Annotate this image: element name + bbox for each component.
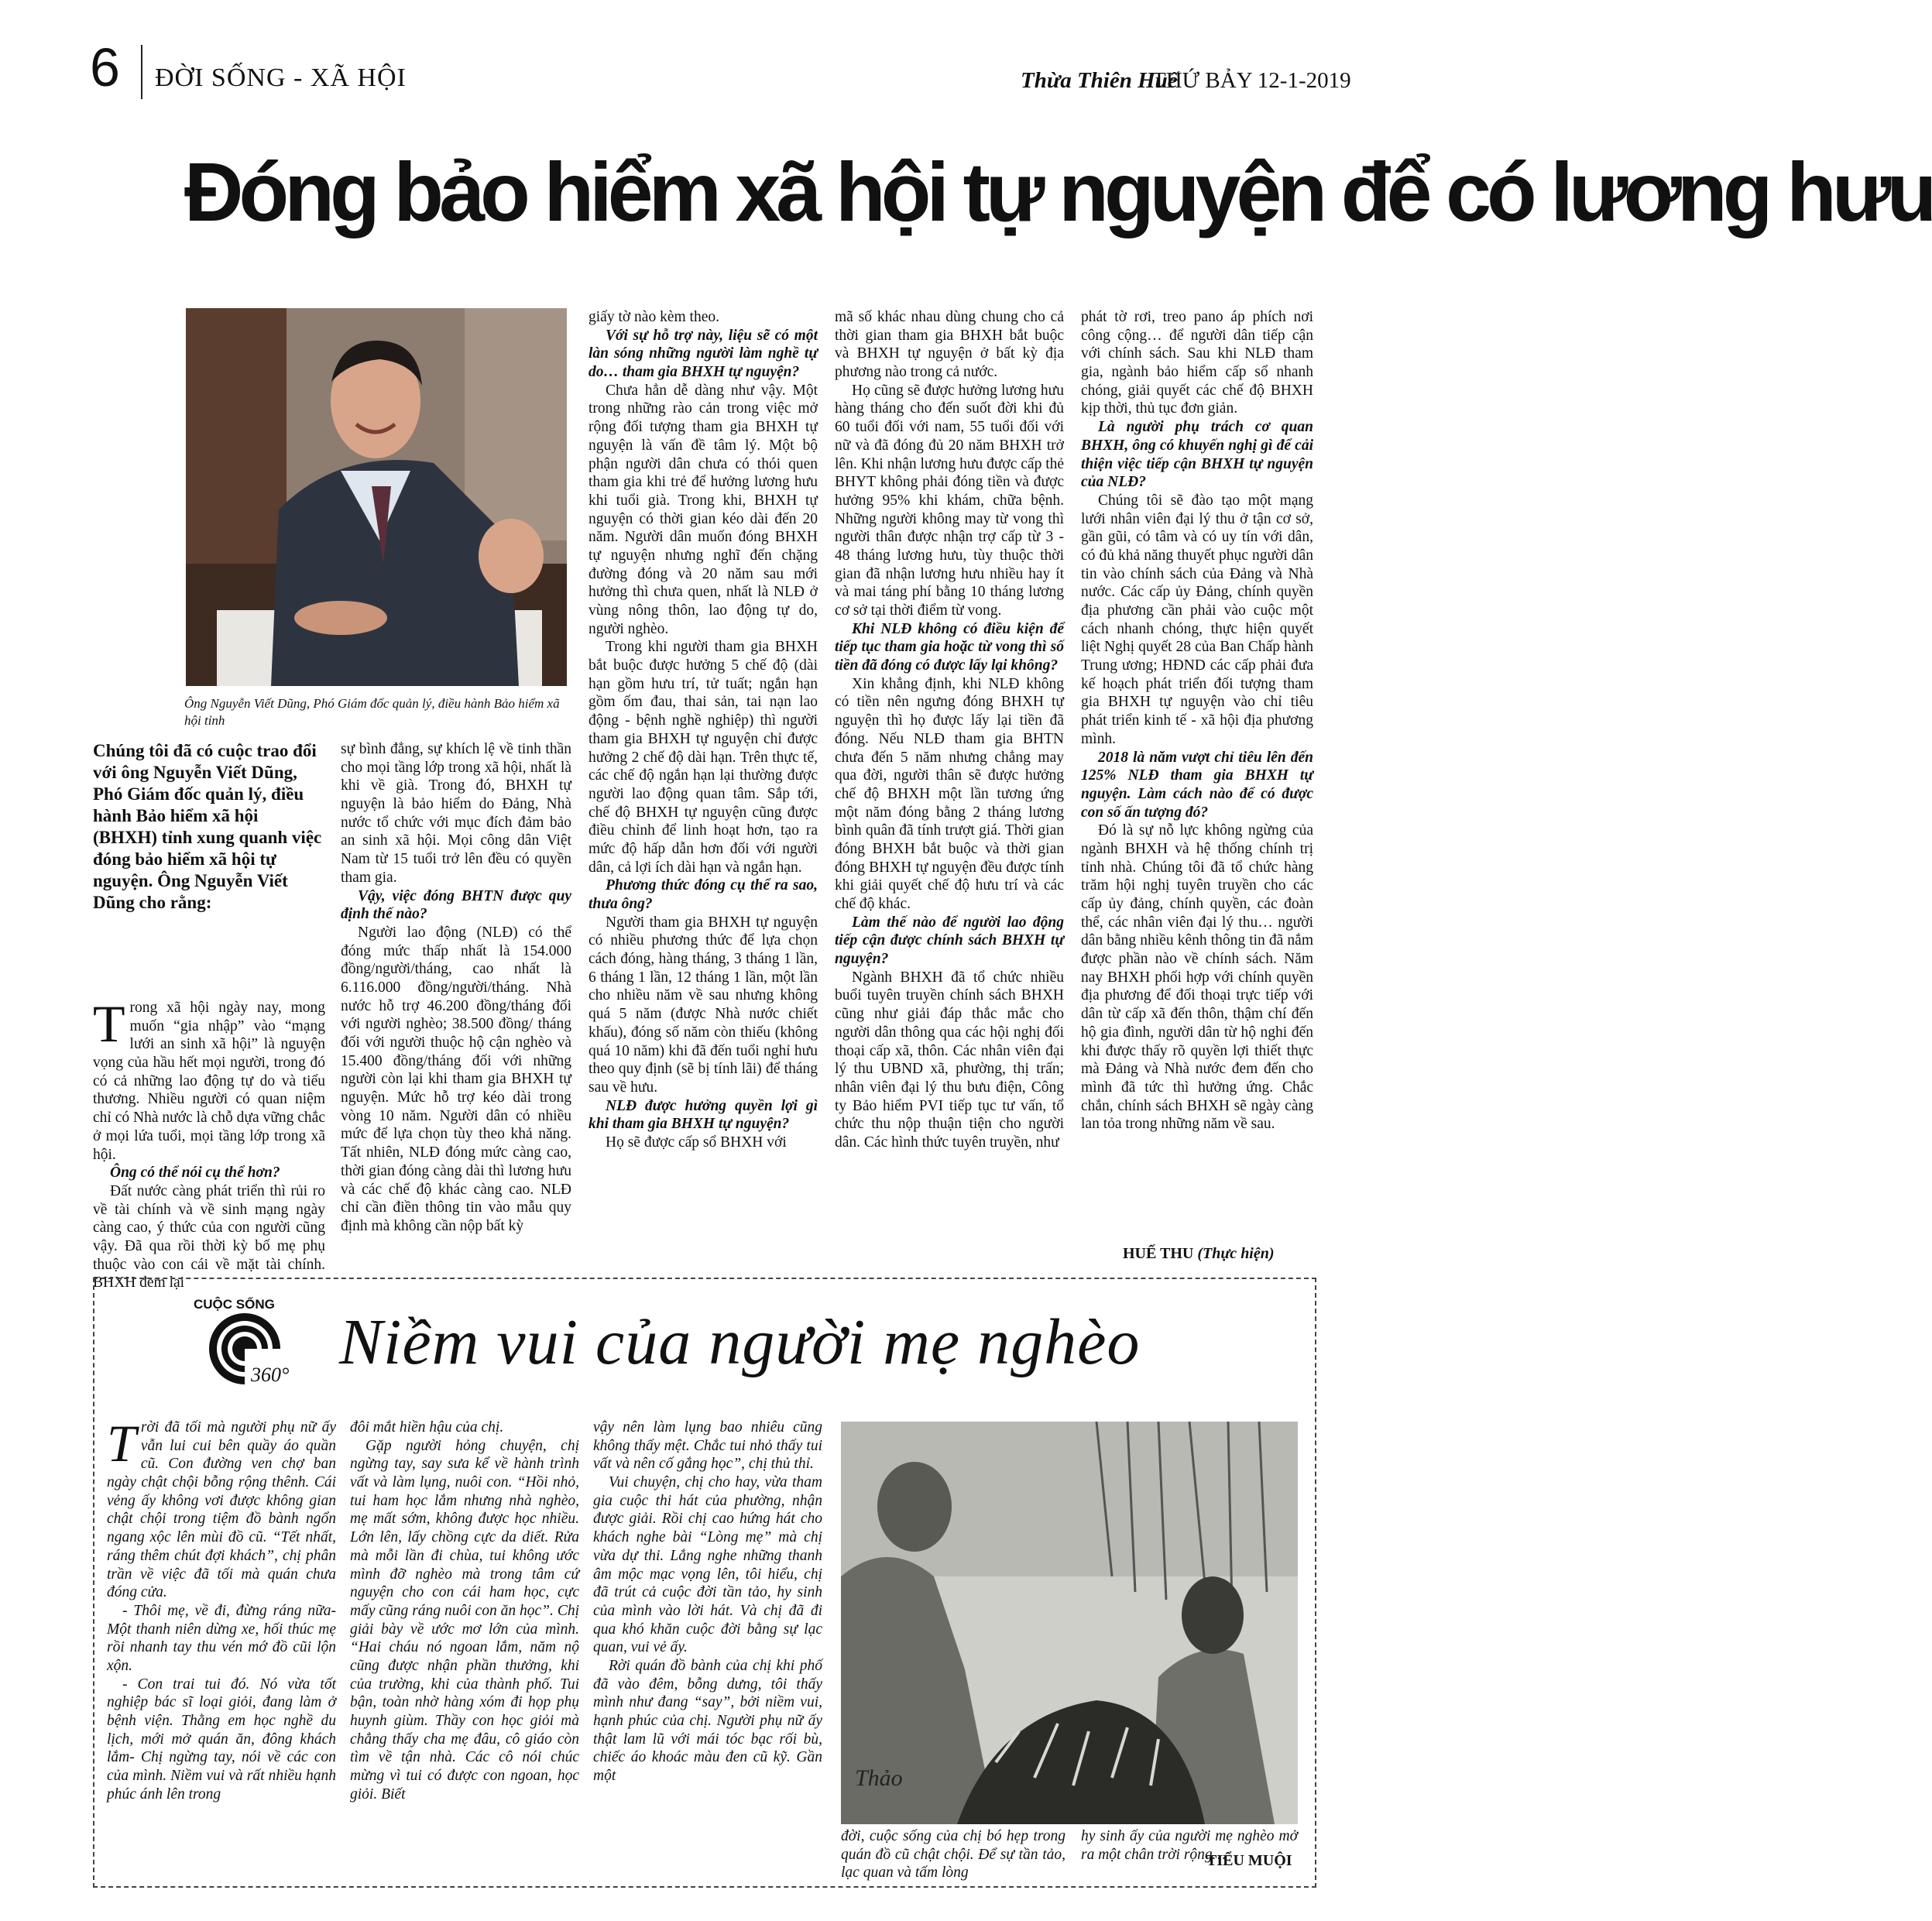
paragraph: Ngành BHXH đã tổ chức nhiều buổi tuyên truyền chính sách BHXH cũng như giải đáp thắc mắc cho người dân thông qua các hội nghị đối thoại cấp xã, thôn. Các nhân viên đại lý thu UBND xã, phường, thị trấn; nhân viên đại lý thu bưu điện, Công ty Bảo hiểm PVI tiếp tục tư vấn, tổ chức thu nộp thuận tiện cho người dân. Các hình thức tuyên truyền, như <box>835 969 1064 1151</box>
article-column-1 <box>93 994 325 1292</box>
logo-number: 360° <box>251 1364 290 1386</box>
paragraph: Họ sẽ được cấp sổ BHXH với <box>606 1134 787 1151</box>
paragraph: hy sinh ấy của người mẹ nghèo mở ra một chân trời rộng… <box>1081 1828 1298 1863</box>
paragraph: Xin khẳng định, khi NLĐ không có tiền nên ngưng đóng BHXH tự nguyện thì họ được lấy lại tiền đã đóng. Nếu NLĐ tham gia BHTN chưa đến 5 năm nhưng chẳng may qua đời, người thân sẽ được hưởng chế độ BHXH một lần tương ứng một năm đóng bằng 2 tháng lương bình quân đã tính trượt giá. Thời gian đóng BHXH bắt buộc và thời gian đóng BHXH tự nguyện đều được tính khi giải quyết chế độ hưu trí và các chế độ khác. <box>835 675 1064 912</box>
interview-question: Ông có thể nói cụ thể hơn? <box>110 1165 280 1182</box>
page-number: 6 <box>90 37 120 98</box>
paragraph: rời đã tối mà người phụ nữ ấy vẫn lui cui bên quầy áo quần cũ. Con đường ven chợ ban ngày chật chội bỗng rộng thênh. Cái vẻng ấy không vơi được không gian chật chội trong tiệm đồ bành ngổn ngang xộc lên mùi đồ cũ. “Tết nhất, ráng thêm chút đợi khách”, chị phân trần về việc đã tối mà quán chưa đóng cửa. <box>107 1419 336 1601</box>
feature-title: Niềm vui của người mẹ nghèo <box>339 1306 1141 1378</box>
feature-signature: TIỂU MUỘI <box>1206 1852 1292 1869</box>
paragraph: vậy nên làm lụng bao nhiêu cũng không thấy mệt. Chắc tui nhỏ thấy tui vất và nên cố gắng học”, chị thủ thỉ. <box>593 1419 822 1473</box>
interview-question: 2018 là năm vượt chỉ tiêu lên đến 125% NLĐ tham gia BHXH tự nguyện. Làm cách nào để có được con số ấn tượng đó? <box>1081 749 1313 821</box>
mother-sketch <box>841 1422 1298 1824</box>
article-column-2 <box>341 740 571 1236</box>
paragraph: Gặp người hỏng chuyện, chị ngừng tay, say sưa kể về hành trình vất và làm lụng, nuôi con. “Hồi nhỏ, tui ham học lắm nhưng nhà nghèo, mẹ mất sớm, không được học nhiều. Lớn lên, lấy chồng cực da diết. Rửa mà mỗi lần đi chùa, tui không ước mình đỡ nghèo mà trong tâm cứ nguyện cho con cái ham học, cực mấy cũng ráng nuôi con ăn học”. Chị giải bày về ước mơ lớn của mình. “Hai cháu nó ngoan lắm, năm nộ cũng được nhận phần thưởng, khi của trường, khi của thành phố. Tui bận, toàn nhờ hàng xóm đi họp phụ huynh giùm. Thầy con học giỏi mà chẳng thấy cha mẹ đâu, cô giáo còn tìm về tận nhà. Các cô nói chúc mừng vì tui có được con ngoan, học giỏi. Biết <box>350 1437 579 1803</box>
paragraph: rong xã hội ngày nay, mong muốn “gia nhập” vào “mạng lưới an sinh xã hội” là nguyện vọng của hầu hết mọi người, trong đó có cả những lao động tự do và tiểu thương. Nhiều người có quan niệm chỉ có Nhà nước là chỗ dựa vững chắc ở mọi lứa tuổi, mọi tầng lớp trong xã hội. <box>93 1000 325 1163</box>
article-intro: Chúng tôi đã có cuộc trao đổi với ông Nguyễn Viết Dũng, Phó Giám đốc quản lý, điều hành Bảo hiểm xã hội (BHXH) tỉnh xung quanh việc đóng bảo hiểm xã hội tự nguyện. Ông Nguyễn Viết Dũng cho rằng: <box>93 741 322 913</box>
logo-graphic <box>190 1295 299 1388</box>
paragraph: đời, cuộc sống của chị bó hẹp trong quán đồ cũ chật chội. Để sự tần tảo, lạc quan và tấm lòng <box>841 1828 1066 1882</box>
illustration-signature: Thảo <box>855 1765 903 1791</box>
publication-date: THỨ BẢY 12-1-2019 <box>1152 68 1351 93</box>
interview-question: NLĐ được hưởng quyền lợi gì khi tham gia BHXH tự nguyện? <box>589 1097 818 1133</box>
paragraph: Đó là sự nỗ lực không ngừng của ngành BHXH và hệ thống chính trị tỉnh nhà. Chúng tôi đã tổ chức hàng trăm hội nghị tuyên truyền cho các cấp ủy đảng, chính quyền, các đoàn thể, các nhân viên đại lý thu… người dân bằng nhiều kênh thông tin đã nắm được phần nào về chính sách. Năm nay BHXH phối hợp với chính quyền địa phương để đối thoại trực tiếp với dân từ cấp xã đến thôn, thậm chí đến hộ gia đình, người dân từ hộ nghi đến khi được thấy rõ quyền lợi thiết thực mà Đảng và Nhà nước đem đến cho mình đã tức thì hưởng ứng. Chắc chắn, chính sách BHXH sẽ ngày càng lan tỏa trong những năm về sau. <box>1081 822 1313 1133</box>
paragraph: Người lao động (NLĐ) có thể đóng mức thấp nhất là 154.000 đồng/người/tháng, cao nhất là 6.116.000 đồng/người/tháng. Nhà nước hỗ trợ 46.200 đồng/tháng đối với người nghèo; 38.500 đồng/ tháng đối với người thuộc hộ cận nghèo và 15.400 đồng/tháng đối với những người còn lại khi tham gia BHXH tự nguyện. Mức hỗ trợ kéo dài trong vòng 10 năm. Người dân có nhiều mức để lựa chọn tùy theo khả năng. Tất nhiên, NLĐ đóng mức càng cao, thời gian đóng càng dài thì lương hưu và các chế độ khác càng cao. NLĐ chỉ cần điền thông tin vào mẫu quy định mà không cần nộp bất kỳ <box>341 924 571 1234</box>
drop-cap: T <box>107 1414 136 1473</box>
paragraph: Vui chuyện, chị cho hay, vừa tham gia cuộc thi hát của phường, nhận được giải. Rồi chị cao hứng hát cho khách nghe bài “Lòng mẹ” mà chị vừa dự thi. Lắng nghe những thanh âm mộc mạc vọng lên, tôi hiểu, chị đã trút cả cuộc đời tần tảo, hy sinh của mình vào lời hát. Và chị đã đi qua khó khăn cuộc đời bằng sự lạc quan, vui vẻ ấy. <box>593 1474 822 1656</box>
interview-photo <box>186 308 567 686</box>
signature-role: (Thực hiện) <box>1197 1245 1275 1262</box>
paragraph: Người tham gia BHXH tự nguyện có nhiều phương thức để lựa chọn cách đóng, hàng tháng, 3 tháng 1 lần, 6 tháng 1 lần, 12 tháng 1 lần, một lần cho nhiều năm về sau nhưng không quá 5 năm (được Nhà nước chiết khấu), đóng số năm còn thiếu (không quá 10 năm) khi đã đến tuổi nghỉ hưu theo quy định (sẽ bị tính lãi) để tháng sau về hưu. <box>589 914 818 1096</box>
paragraph: mã số khác nhau dùng chung cho cả thời gian tham gia BHXH bắt buộc và BHXH tự nguyện ở bất kỳ địa phương nào trong cả nước. <box>835 309 1064 381</box>
interview-question: Vậy, việc đóng BHTN được quy định thế nào? <box>341 887 571 923</box>
drop-cap: T <box>93 994 125 1053</box>
paragraph: phát tờ rơi, treo pano áp phích nơi công cộng… để người dân tiếp cận với chính sách. Sau khi NLĐ tham gia, ngành bảo hiểm cấp sổ nhanh chóng, giải quyết các chế độ BHXH kịp thời, thủ tục đơn giản. <box>1081 309 1313 417</box>
paragraph: - Thôi mẹ, về đi, đừng ráng nữa- Một thanh niên dừng xe, hối thúc mẹ rồi nhanh tay thu vén mớ đồ cũi lộn xộn. <box>107 1602 336 1674</box>
feature-illustration <box>841 1422 1298 1824</box>
article-column-5 <box>1081 308 1313 1134</box>
article-column-3 <box>589 308 818 1152</box>
paragraph: giấy tờ nào kèm theo. <box>589 309 719 325</box>
section-title: ĐỜI SỐNG - XÃ HỘI <box>155 63 407 92</box>
cuoc-song-360-logo <box>190 1295 299 1388</box>
paragraph: đôi mắt hiền hậu của chị. <box>350 1419 504 1436</box>
feature-column-3 <box>593 1418 822 1786</box>
header-divider <box>141 45 142 99</box>
paragraph: Trong khi người tham gia BHXH bắt buộc được hưởng 5 chế độ (dài hạn gồm hưu trí, tử tuất; ngắn hạn gồm ốm đau, thai sản, tai nạn lao động - bệnh nghề nghiệp) thì người tham gia BHXH tự nguyện chỉ được hưởng 2 chế độ dài hạn. Trên thực tế, các chế độ ngắn hạn lại thường được người lao động quan tâm. Sắp tới, chế độ BHXH tự nguyện cũng được điều chỉnh để linh hoạt hơn, tạo ra mức độ hấp dẫn hơn đối với người dân, cả lợi ích dài hạn và ngắn hạn. <box>589 639 818 876</box>
portrait-illustration <box>186 308 567 686</box>
article-headline: Đóng bảo hiểm xã hội tự nguyện để có lương hưu <box>184 145 1932 238</box>
publication-name: Thừa Thiên Huế <box>1021 68 1178 93</box>
logo-text: CUỘC SỐNG <box>194 1297 275 1312</box>
paragraph: sự bình đẳng, sự khích lệ về tinh thần cho mọi tầng lớp trong xã hội, nhất là khi về già. Trong đó, BHXH tự nguyện là bảo hiểm do Đảng, Nhà nước tổ chức với mục đích đảm bảo an sinh xã hội. Mọi công dân Việt Nam từ 15 tuổi trở lên đều có quyền tham gia. <box>341 741 571 886</box>
article-column-4 <box>835 308 1064 1152</box>
paragraph: Rời quán đồ bành của chị khi phố đã vào đêm, bỗng dưng, tôi thấy mình như đang “say”, bởi niềm vui, hạnh phúc của chị. Người phụ nữ ấy thật lam lũ với mái tóc bạc rối bù, chiếc áo khoác màu đen cũ kỹ. Gần một <box>593 1657 822 1785</box>
feature-column-2 <box>350 1418 579 1803</box>
interview-question: Với sự hỗ trợ này, liệu sẽ có một làn sóng những người làm nghề tự do… tham gia BHXH tự nguyện? <box>589 327 818 381</box>
feature-column-1 <box>107 1414 336 1803</box>
paragraph: Họ cũng sẽ được hưởng lương hưu hàng tháng cho đến suốt đời khi đủ 60 tuổi đối với nam, 55 tuổi đối với nữ và đã đóng đủ 20 năm BHXH trở lên. Khi nhận lương hưu được cấp thẻ BHYT không phải đóng tiền và được hưởng 95% khi khám, chữa bệnh. Những người không may từ vong thì người thân được nhận trợ cấp từ 3 - 48 tháng lương hưu, tùy thuộc thời gian đã nhận lương hưu nhiều hay ít và mai táng phí bằng 10 tháng lương cơ sở tại thời điểm từ vong. <box>835 382 1065 619</box>
interview-question: Khi NLĐ không có điều kiện để tiếp tục tham gia hoặc từ vong thì số tiền đã đóng có được lấy lại không? <box>835 620 1064 674</box>
paragraph: - Con trai tui đó. Nó vừa tốt nghiệp bác sĩ loại giỏi, đang làm ở bệnh viện. Thằng em học nghề du lịch, mới mở quán ăn, đông khách lắm- Chị ngừng tay, nói về các con của mình. Niềm vui và rất nhiều hạnh phúc ánh lên trong <box>107 1676 336 1803</box>
paragraph: Chưa hẳn dễ dàng như vậy. Một trong những rào cản trong việc mở rộng đối tượng tham gia BHXH tự nguyện là vấn đề tâm lý. Một bộ phận người dân chưa có thói quen tham gia khi trẻ để hưởng lương hưu khi tuổi già. Trong khi, BHXH tự nguyện có thời gian kéo dài đến 20 năm. Người dân muốn đóng BHXH tự nguyện nhưng nghĩ đến chặng đường đóng và 20 năm sau mới hưởng thì chưa quen, nhất là NLĐ ở vùng nông thôn, lao động tự do, người nghèo. <box>589 382 818 637</box>
interview-question: Là người phụ trách cơ quan BHXH, ông có khuyến nghị gì để cải thiện việc tiếp cận BHXH tự nguyện của NLĐ? <box>1081 419 1313 491</box>
interview-question: Phương thức đóng cụ thể ra sao, thưa ông? <box>589 877 818 912</box>
paragraph: Đất nước càng phát triển thì rủi ro về tài chính và về sinh mạng ngày càng cao, ý thức của con người cũng vậy. Đã qua rồi thời kỳ bố mẹ phụ thuộc vào con cái về mặt tài chính. BHXH đem lại <box>93 1182 325 1292</box>
paragraph: Chúng tôi sẽ đào tạo một mạng lưới nhân viên đại lý thu ở tận cơ sở, gần gũi, có tâm và có uy tín với dân, có đủ khả năng thuyết phục người dân tin vào chính sách của Đảng và Nhà nước. Các cấp ủy Đảng, chính quyền địa phương cần phải vào cuộc một cách nhanh chóng, thực hiện quyết liệt Nghị quyết 28 của Ban Chấp hành Trung ương; HĐND các cấp phải đưa kế hoạch phát triển đối tượng tham gia BHXH tự nguyện vào chỉ tiêu phát triển kinh tế - xã hội địa phương mình. <box>1081 492 1313 747</box>
feature-column-4 <box>841 1827 1066 1882</box>
interview-question: Làm thế nào để người lao động tiếp cận được chính sách BHXH tự nguyện? <box>835 914 1064 968</box>
article-signature: HUẾ THU (Thực hiện) <box>1123 1245 1275 1262</box>
photo-caption: Ông Nguyễn Viết Dũng, Phó Giám đốc quản lý, điều hành Bảo hiểm xã hội tỉnh <box>184 696 560 729</box>
